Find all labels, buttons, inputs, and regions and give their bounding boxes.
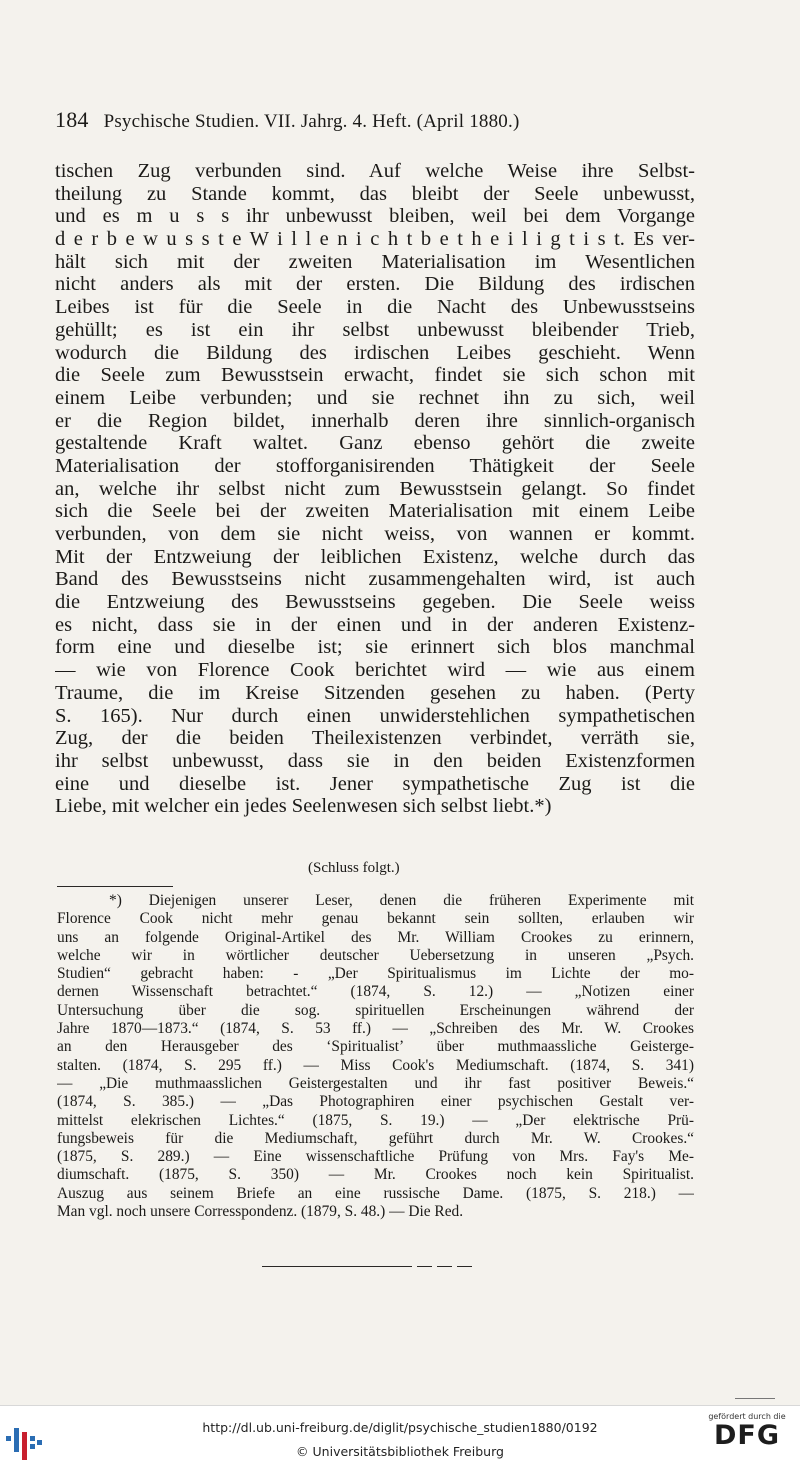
footnote-line: *) Diejenigen unserer Leser, denen die früheren Experimente mit bbox=[109, 892, 694, 909]
permalink-url[interactable]: http://dl.ub.uni-freiburg.de/diglit/psychische_studien1880/0192 bbox=[202, 1420, 598, 1435]
text-line: d e r b e w u s s t e W i l l e n i c h t b e t h e i l i g t i s t. Es ver- bbox=[55, 228, 695, 251]
copyright-notice: © Universitätsbibliothek Freiburg bbox=[296, 1444, 504, 1459]
footnote-line: diumschaft. (1875, S. 350) — Mr. Crookes noch kein Spiritualist. bbox=[57, 1166, 694, 1184]
main-text bbox=[55, 160, 695, 818]
dfg-logo[interactable] bbox=[702, 1412, 792, 1451]
text-line: er die Region bildet, innerhalb deren ihre sinnlich-organisch bbox=[55, 409, 695, 432]
footnote-line: — „Die muthmaasslichen Geistergestalten und ihr fast positiver Beweis.“ bbox=[57, 1074, 694, 1092]
footnote-line: stalten. (1874, S. 295 ff.) — Miss Cook's Mediumschaft. (1874, S. 341) bbox=[57, 1056, 694, 1074]
text-line: einem Leibe verbunden; und sie rechnet ihn zu sich, weil bbox=[55, 386, 695, 409]
closing-note: (Schluss folgt.) bbox=[308, 860, 400, 876]
page-number: 184 bbox=[55, 107, 89, 132]
text-line: tischen Zug verbunden sind. Auf welche Weise ihre Selbst- bbox=[55, 160, 695, 182]
footnote-divider bbox=[57, 886, 173, 887]
viewer-footer bbox=[0, 1405, 800, 1466]
scan-corner-mark bbox=[735, 1398, 775, 1399]
text-line: Zug, der die beiden Theilexistenzen verbindet, verräth sie, bbox=[55, 727, 695, 750]
text-line: gehüllt; es ist ein ihr selbst unbewusst bleibender Trieb, bbox=[55, 318, 695, 341]
text-line: es nicht, dass sie in der einen und in der anderen Existenz- bbox=[55, 613, 695, 636]
footnote-line: Auszug aus seinem Briefe an eine russische Dame. (1875, S. 218.) — bbox=[57, 1184, 694, 1202]
text-line: sich die Seele bei der zweiten Materialisation mit einem Leibe bbox=[55, 500, 695, 523]
text-line: Traume, die im Kreise Sitzenden gesehen zu haben. (Perty bbox=[55, 681, 695, 704]
text-line: und es m u s s ihr unbewusst bleiben, weil bei dem Vorgange bbox=[55, 205, 695, 228]
footnote-line: Jahre 1870—1873.“ (1874, S. 53 ff.) — „Schreiben des Mr. W. Crookes bbox=[57, 1020, 694, 1038]
text-line: Liebe, mit welcher ein jedes Seelenwesen sich selbst liebt.*) bbox=[55, 795, 552, 818]
footnote-line: an den Herausgeber des ‘Spiritualist’ über muthmaassliche Geisterge- bbox=[57, 1038, 694, 1056]
text-line: die Entzweiung des Bewusstseins gegeben. Die Seele weiss bbox=[55, 591, 695, 614]
text-line: nicht anders als mit der ersten. Die Bildung des irdischen bbox=[55, 273, 695, 296]
footnote-line: (1875, S. 289.) — Eine wissenschaftliche Prüfung von Mrs. Fay's Me- bbox=[57, 1148, 694, 1166]
text-line: eine und dieselbe ist. Jener sympathetische Zug ist die bbox=[55, 772, 695, 795]
footnote-line: (1874, S. 385.) — „Das Photographiren einer psychischen Gestalt ver- bbox=[57, 1093, 694, 1111]
dfg-tagline: gefördert durch die bbox=[708, 1412, 786, 1421]
footnote-line: dernen Wissenschaft betrachtet.“ (1874, S. 12.) — „Notizen einer bbox=[57, 983, 694, 1001]
footnote-line: Florence Cook nicht mehr genau bekannt sein sollten, erlauben wir bbox=[57, 910, 694, 928]
footnote-line: Man vgl. noch unsere Corresspondenz. (1879, S. 48.) — Die Red. bbox=[57, 1203, 464, 1221]
text-line: an, welche ihr selbst nicht zum Bewusstsein gelangt. So findet bbox=[55, 477, 695, 500]
footnote-line: Untersuchung über die sog. spirituellen Erscheinungen während der bbox=[57, 1001, 694, 1019]
text-line: Leibes ist für die Seele in die Nacht des Unbewusstseins bbox=[55, 296, 695, 319]
footnote-line: mittelst elekrischen Lichtes.“ (1875, S. 19.) — „Der elektrische Prü- bbox=[57, 1111, 694, 1129]
footnote-line: fungsbeweis für die Mediumschaft, geführt durch Mr. W. Crookes.“ bbox=[57, 1129, 694, 1147]
text-line: die Seele zum Bewusstsein erwacht, findet sie sich schon mit bbox=[55, 364, 695, 387]
text-line: form eine und dieselbe ist; sie erinnert sich blos manchmal bbox=[55, 636, 695, 659]
text-line: Materialisation der stofforganisirenden Thätigkeit der Seele bbox=[55, 454, 695, 477]
running-header bbox=[55, 107, 745, 133]
footnote-line: welche wir in wörtlicher deutscher Uebersetzung in unseren „Psych. bbox=[57, 946, 694, 964]
text-line: verbunden, von dem sie nicht weiss, von wannen er kommt. bbox=[55, 523, 695, 545]
text-line: hält sich mit der zweiten Materialisation im Wesentlichen bbox=[55, 250, 695, 273]
footnote bbox=[57, 892, 694, 1221]
text-line: — wie von Florence Cook berichtet wird — wie aus einem bbox=[55, 659, 695, 682]
footnote-line: Studien“ gebracht haben: - „Der Spiritualismus im Lichte der mo- bbox=[57, 965, 694, 983]
text-line: Mit der Entzweiung der leiblichen Existenz, welche durch das bbox=[55, 545, 695, 568]
footnote-line: uns an folgende Original-Artikel des Mr. William Crookes zu erinnern, bbox=[57, 928, 694, 946]
text-line: gestaltende Kraft waltet. Ganz ebenso gehört die zweite bbox=[55, 432, 695, 455]
dfg-wordmark: DFG bbox=[713, 1420, 781, 1451]
text-line: wodurch die Bildung des irdischen Leibes geschieht. Wenn bbox=[55, 341, 695, 364]
running-title: Psychische Studien. VII. Jahrg. 4. Heft. (April 1880.) bbox=[103, 111, 520, 132]
text-line: ihr selbst unbewusst, dass sie in den beiden Existenzformen bbox=[55, 749, 695, 772]
text-line: S. 165). Nur durch einen unwiderstehlichen sympathetischen bbox=[55, 704, 695, 727]
text-line: Band des Bewusstseins nicht zusammengehalten wird, ist auch bbox=[55, 568, 695, 591]
text-line: theilung zu Stande kommt, das bleibt der Seele unbewusst, bbox=[55, 182, 695, 205]
end-divider bbox=[262, 1266, 472, 1267]
